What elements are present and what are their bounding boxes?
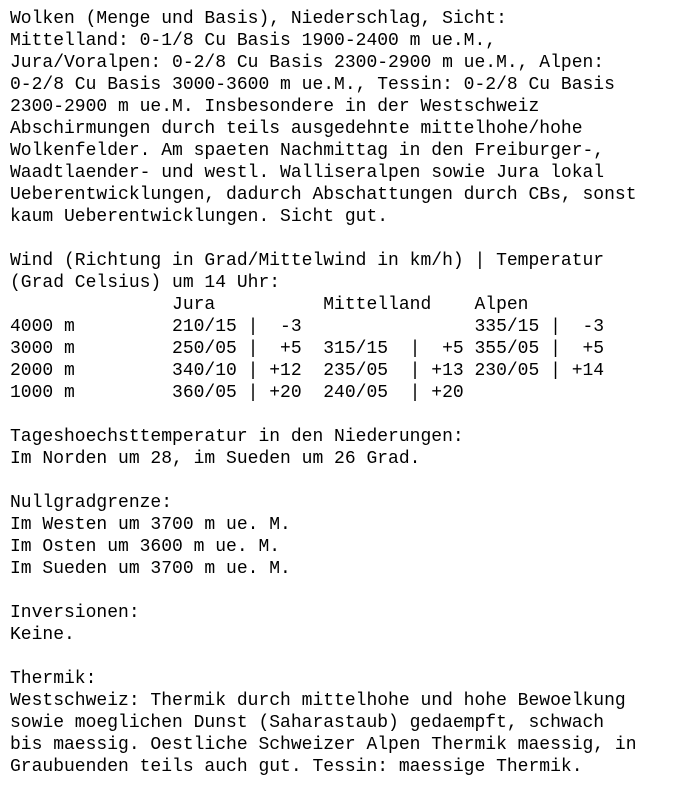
wind-table-row: 4000 m 210/15 | -3 335/15 | -3	[10, 317, 605, 337]
freezing-level-line: Im Sueden um 3700 m ue. M.	[10, 559, 291, 579]
max-temp-section	[10, 426, 692, 470]
clouds-line: Wolkenfelder. Am spaeten Nachmittag in den Freiburger-,	[10, 141, 605, 161]
spacer	[10, 470, 692, 492]
inversions-line: Keine.	[10, 625, 75, 645]
spacer	[10, 580, 692, 602]
thermals-heading: Thermik:	[10, 669, 97, 689]
clouds-heading: Wolken (Menge und Basis), Niederschlag, Sicht:	[10, 9, 507, 29]
wind-section	[10, 250, 692, 404]
wind-table-header: Jura Mittelland Alpen	[10, 295, 529, 315]
thermals-line: Westschweiz: Thermik durch mittelhohe und hohe Bewoelkung	[10, 691, 626, 711]
inversions-heading: Inversionen:	[10, 603, 140, 623]
freezing-level-line: Im Westen um 3700 m ue. M.	[10, 515, 291, 535]
freezing-level-section	[10, 492, 692, 580]
thermals-section	[10, 668, 692, 778]
spacer	[10, 646, 692, 668]
thermals-line: sowie moeglichen Dunst (Saharastaub) gedaempft, schwach	[10, 713, 605, 733]
max-temp-heading: Tageshoechsttemperatur in den Niederungen:	[10, 427, 464, 447]
thermals-line: Graubuenden teils auch gut. Tessin: maessige Thermik.	[10, 757, 583, 777]
clouds-section	[10, 8, 692, 228]
wind-table-row: 3000 m 250/05 | +5 315/15 | +5 355/05 | +5	[10, 339, 605, 359]
clouds-line: 2300-2900 m ue.M. Insbesondere in der Westschweiz	[10, 97, 540, 117]
spacer	[10, 404, 692, 426]
clouds-line: Waadtlaender- und westl. Walliseralpen sowie Jura lokal	[10, 163, 605, 183]
clouds-line: Mittelland: 0-1/8 Cu Basis 1900-2400 m ue.M.,	[10, 31, 497, 51]
spacer	[10, 228, 692, 250]
thermals-line: bis maessig. Oestliche Schweizer Alpen Thermik maessig, in	[10, 735, 637, 755]
clouds-line: Jura/Voralpen: 0-2/8 Cu Basis 2300-2900 m ue.M., Alpen:	[10, 53, 605, 73]
wind-table-row: 2000 m 340/10 | +12 235/05 | +13 230/05 | +14	[10, 361, 605, 381]
max-temp-line: Im Norden um 28, im Sueden um 26 Grad.	[10, 449, 421, 469]
clouds-line: 0-2/8 Cu Basis 3000-3600 m ue.M., Tessin: 0-2/8 Cu Basis	[10, 75, 615, 95]
wind-table-row: 1000 m 360/05 | +20 240/05 | +20	[10, 383, 464, 403]
clouds-line: kaum Ueberentwicklungen. Sicht gut.	[10, 207, 389, 227]
wind-heading: Wind (Richtung in Grad/Mittelwind in km/h) | Temperatur	[10, 251, 605, 271]
inversions-section	[10, 602, 692, 646]
freezing-level-heading: Nullgradgrenze:	[10, 493, 173, 513]
clouds-line: Abschirmungen durch teils ausgedehnte mittelhohe/hohe	[10, 119, 583, 139]
clouds-line: Ueberentwicklungen, dadurch Abschattungen durch CBs, sonst	[10, 185, 637, 205]
wind-heading-cont: (Grad Celsius) um 14 Uhr:	[10, 273, 281, 293]
freezing-level-line: Im Osten um 3600 m ue. M.	[10, 537, 281, 557]
